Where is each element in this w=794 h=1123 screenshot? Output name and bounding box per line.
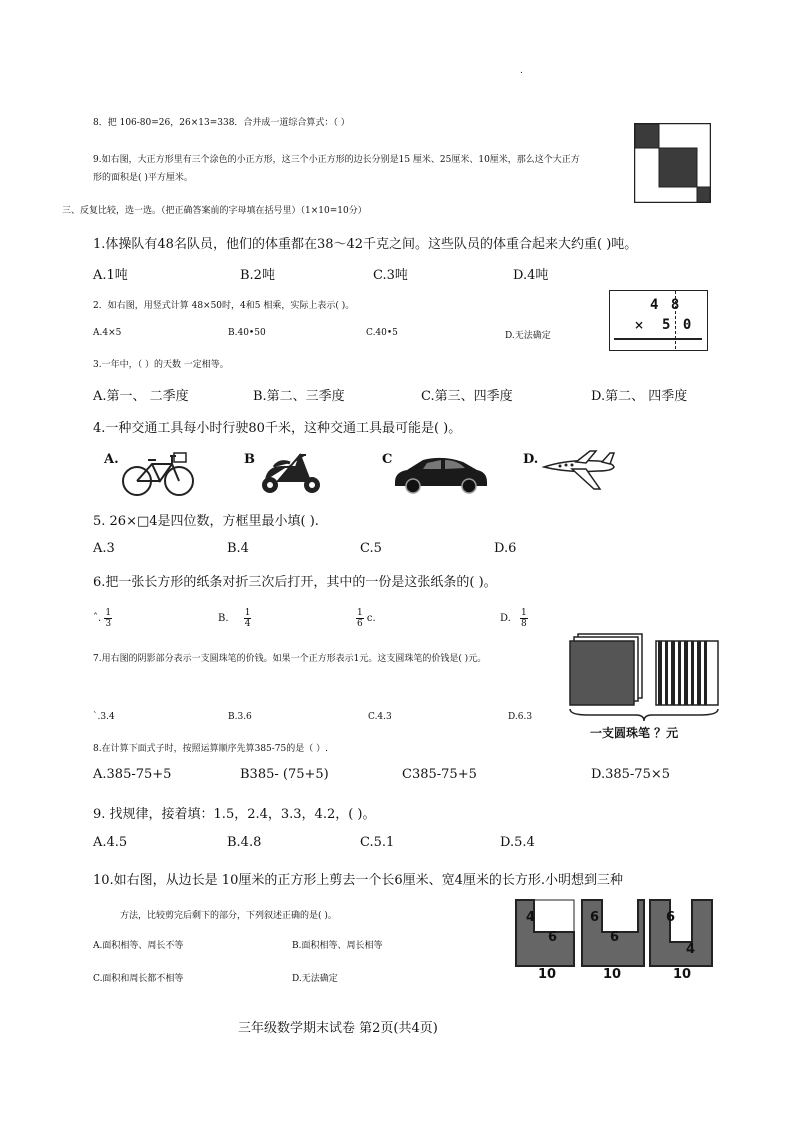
q7-text: 7.用右图的阴影部分表示一支圆珠笔的价钱。如果一个正方形表示1元。这支圆珠笔的价钱是( )元。	[93, 654, 487, 664]
q7-shaded-squares-figure	[568, 633, 720, 708]
q2-figure-row2: 5 0	[662, 317, 694, 333]
airplane-icon	[538, 447, 618, 497]
q4-option-d-label: D.	[523, 452, 539, 467]
q8-option-a: A.385-75+5	[93, 767, 172, 782]
q8-option-b: B385- (75+5)	[240, 767, 329, 782]
q6-text: 6.把一张长方形的纸条对折三次后打开，其中的一份是这张纸条的( )。	[93, 575, 497, 590]
q8-option-d: D.385-75×5	[591, 767, 671, 782]
q6-option-b-denominator: 4	[244, 619, 251, 629]
q6-option-d-prefix: D.	[500, 613, 511, 624]
q4-text: 4.一种交通工具每小时行驶80千米，这种交通工具最可能是( )。	[93, 421, 462, 436]
q7-option-d: D.6.3	[508, 712, 533, 722]
q7-figure-caption: 一支圆珠笔 ？元	[590, 726, 679, 740]
q4-option-c-label: C	[382, 452, 393, 467]
q8-option-c: C385-75+5	[402, 767, 477, 782]
q10-option-c: C.面积和周长都不相等	[93, 974, 184, 984]
q5-text: 5. 26×□4是四位数，方框里最小填( ).	[93, 514, 319, 529]
q2-vertical-multiplication-figure	[609, 290, 708, 351]
q6-option-a-prefix: ˆ.	[93, 613, 102, 624]
q9-option-c: C.5.1	[360, 835, 395, 850]
q6-option-d-numerator: 1	[521, 608, 527, 618]
q7-option-a: ˋ.3.4	[93, 712, 115, 722]
bicycle-icon	[120, 450, 196, 498]
q3-option-b: B.第二、三季度	[253, 389, 345, 404]
q10-figure-bottom-label-1: 10	[538, 967, 557, 982]
q5-option-b: B.4	[227, 541, 249, 556]
q2-text: 2．如右图，用竖式计算 48×50时，4和5 相乘，实际上表示( )。	[93, 301, 355, 311]
q8-text: 8.在计算下面式子时，按照运算顺序先算385-75的是（ ）.	[93, 744, 328, 754]
q5-option-a: A.3	[93, 541, 115, 556]
q6-option-b-prefix: B.	[218, 613, 229, 624]
q10-text-line1: 10.如右图，从边长是 10厘米的正方形上剪去一个长6厘米、宽4厘米的长方形.小明想到三种	[93, 873, 624, 888]
q2-option-b: B.40•50	[228, 328, 266, 338]
q2-option-c: C.40•5	[366, 328, 398, 338]
q4-option-a-label: A.	[104, 452, 119, 467]
q5-option-c: C.5	[360, 541, 382, 556]
q10-figure-bottom-label-3: 10	[673, 967, 692, 982]
q5-option-d: D.6	[494, 541, 517, 556]
q7-option-b: B.3.6	[228, 712, 252, 722]
q2-option-a: A.4×5	[93, 328, 122, 338]
q6-option-b-fraction	[244, 608, 252, 629]
q3-text: 3.一年中，（ ）的天数 一定相等。	[93, 360, 229, 370]
page-footer: 三年级数学期末试卷 第2页(共4页)	[238, 1021, 438, 1036]
q2-figure-multiply-sign: ×	[634, 318, 645, 332]
q1-text: 1.体操队有48名队员，他们的体重都在38～42千克之间。这些队员的体重合起来大约重( )吨。	[93, 237, 638, 252]
q4-option-b-label: B	[244, 452, 255, 467]
q9-text: 9. 找规律，接着填：1.5，2.4，3.3，4.2，( )。	[93, 807, 376, 822]
q3-option-a: A.第一、 二季度	[93, 389, 189, 404]
car-icon	[393, 452, 489, 494]
q7-figure-brace	[568, 708, 720, 722]
q6-option-a-denominator: 3	[105, 619, 112, 629]
q6-option-c-numerator: 1	[357, 608, 363, 618]
q10-figure-label-1a: 4	[526, 910, 536, 925]
q2-figure-dashed-line	[675, 291, 676, 349]
q6-option-d	[500, 608, 528, 629]
q10-figure-bottom-label-2: 10	[603, 967, 622, 982]
q9-option-a: A.4.5	[93, 835, 128, 850]
q7-option-c: C.4.3	[368, 712, 392, 722]
q6-option-b	[218, 608, 251, 629]
q6-option-a-numerator: 1	[105, 608, 112, 618]
q6-option-d-denominator: 8	[521, 619, 527, 629]
q9-option-b: B.4.8	[227, 835, 262, 850]
q10-figure-label-1b: 6	[548, 930, 558, 945]
q10-figure-label-2a: 6	[590, 910, 600, 925]
q9-top-line1: 9.如右图，大正方形里有三个涂色的小正方形，这三个小正方形的边长分别是15 厘米、25厘米、10厘米，那么这个大正方	[93, 155, 580, 165]
q6-option-d-fraction	[520, 608, 528, 629]
q6-option-c-fraction	[356, 608, 364, 629]
q10-figure-label-3b: 4	[686, 942, 696, 957]
page-dot: .	[520, 66, 523, 76]
q6-option-c-suffix: c.	[366, 613, 376, 624]
q6-option-a	[93, 608, 112, 629]
q10-figure-label-2b: 6	[610, 930, 620, 945]
q8-top-text: 8．把 106-80=26，26×13=338．合并成一道综合算式：（ ）	[93, 118, 350, 128]
q10-option-d: D.无法确定	[292, 974, 338, 984]
q10-figure-label-3a: 6	[666, 910, 676, 925]
q2-figure-row1: 4 8	[650, 297, 682, 313]
q9-option-d: D.5.4	[500, 835, 535, 850]
q6-option-c	[356, 608, 376, 629]
q10-option-a: A.面积相等、周长不等	[93, 941, 184, 951]
q3-option-c: C.第三、四季度	[421, 389, 513, 404]
q1-option-d: D.4吨	[513, 268, 549, 283]
scooter-icon	[256, 447, 324, 497]
section3-header: 三、反复比较，选一选。（把正确答案前的字母填在括号里）（1×10=10分）	[62, 206, 367, 216]
q2-figure-result-line	[614, 338, 702, 340]
q3-option-d: D.第二、 四季度	[591, 389, 688, 404]
q6-option-a-fraction	[104, 608, 112, 629]
q2-option-d: D.无法确定	[505, 331, 551, 341]
q10-option-b: B.面积相等、周长相等	[292, 941, 383, 951]
q6-option-b-numerator: 1	[244, 608, 251, 618]
q9-top-line2: 形的面积是( )平方厘米。	[93, 173, 193, 183]
q1-option-c: C.3吨	[373, 268, 408, 283]
q10-text-line2: 方法，比较剪完后剩下的部分，下列叙述正确的是( )。	[120, 911, 337, 921]
q9-top-square-figure	[634, 123, 711, 203]
q1-option-b: B.2吨	[240, 268, 275, 283]
q1-option-a: A.1吨	[93, 268, 128, 283]
q6-option-c-denominator: 6	[357, 619, 363, 629]
